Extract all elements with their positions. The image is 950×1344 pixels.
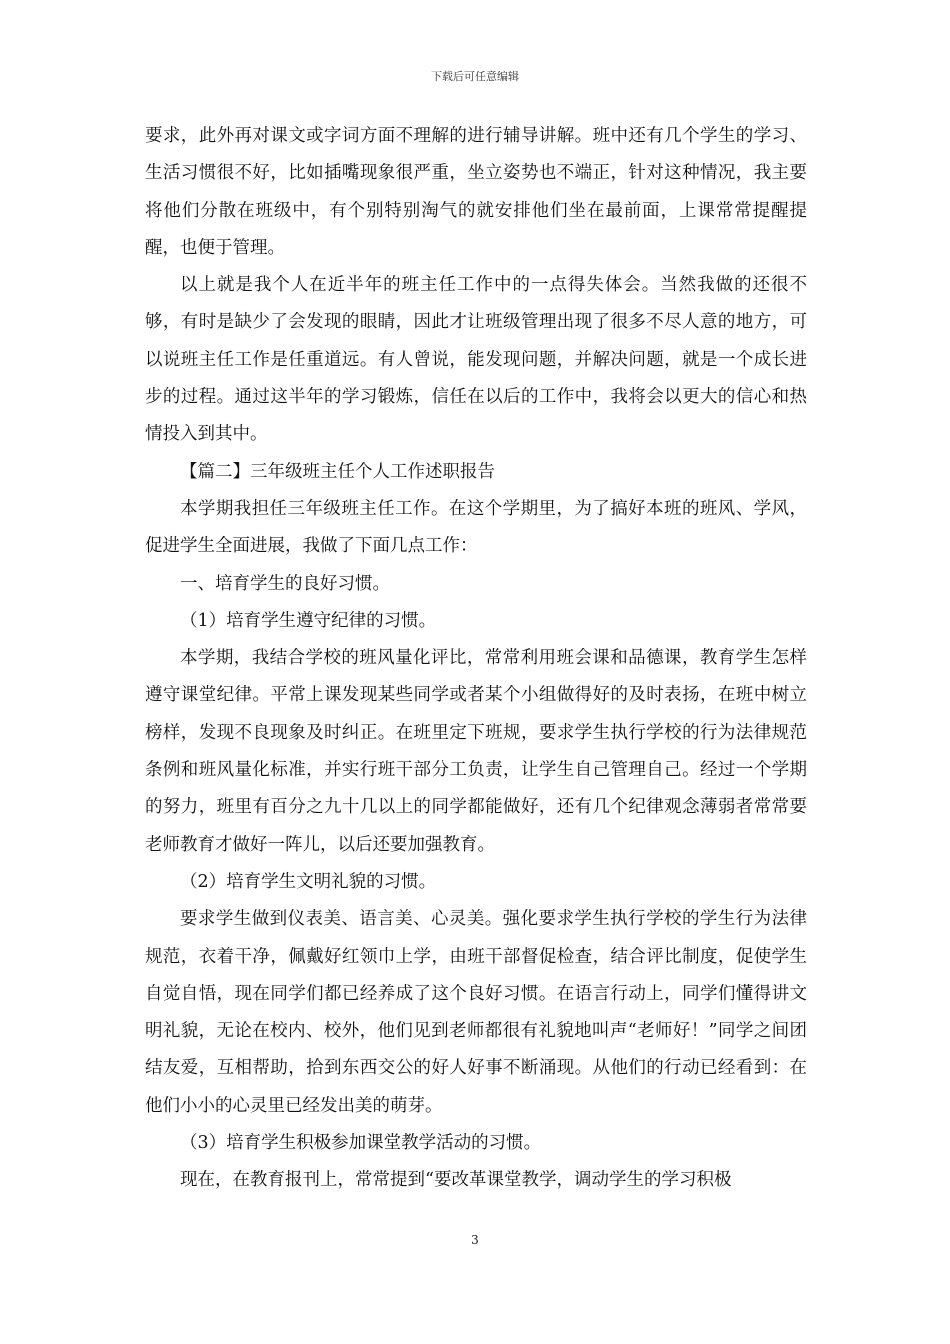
section-heading: 【篇二】三年级班主任个人工作述职报告 [180, 461, 495, 482]
paragraph-discipline: 本学期，我结合学校的班风量化评比，常常利用班会课和品德课，教育学生怎样遵守课堂纪律。平常上课发现某些同学或者某个小组做得好的及时表扬，在班中树立榜样，发现不良现象及时纠正。在班里定下班规，要求学生执行学校的行为法律规范条例和班风量化标准，并实行班干部分工负责，让学生自己管理自己。经过一个学期的努力，班里有百分之九十几以上的同学都能做好，还有几个纪律观念薄弱者常常要老师教育才做好一阵儿，以后还要加强教育。 [145, 648, 807, 855]
subheading-1: （1）培育学生遵守纪律的习惯。 [180, 610, 437, 631]
body-text [145, 118, 807, 1200]
paragraph-summary: 以上就是我个人在近半年的班主任工作中的一点得失体会。当然我做的还很不够，有时是缺少了会发现的眼睛，因此才让班级管理出现了很多不尽人意的地方，可以说班主任工作是任重道远。有人曾说，能发现问题，并解决问题，就是一个成长进步的过程。通过这半年的学习锻炼，信任在以后的工作中，我将会以更大的信心和热情投入到其中。 [145, 275, 807, 445]
paragraph-courtesy: 要求学生做到仪表美、语言美、心灵美。强化要求学生执行学校的学生行为法律规范，衣着干净，佩戴好红领巾上学，由班干部督促检查，结合评比制度，促使学生自觉自悟，现在同学们都已经养成了这个良好习惯。在语言行动上，同学们懂得讲文明礼貌，无论在校内、校外，他们见到老师都很有礼貌地叫声“老师好！”同学之间团结友爱，互相帮助，拾到东西交公的好人好事不断涌现。从他们的行动已经看到：在他们小小的心灵里已经发出美的萌芽。 [145, 909, 807, 1116]
header-note: 下载后可任意编辑 [431, 70, 519, 83]
paragraph-classroom: 现在，在教育报刊上，常常提到“要改革课堂教学，调动学生的学习积极 [180, 1170, 732, 1191]
paragraph-continuation: 要求，此外再对课文或字词方面不理解的进行辅导讲解。班中还有几个学生的学习、生活习惯很不好，比如插嘴现象很严重，坐立姿势也不端正，针对这种情况，我主要将他们分散在班级中，有个别特别淘气的就安排他们坐在最前面，上课常常提醒提醒，也便于管理。 [145, 126, 807, 258]
page-number: 3 [471, 1233, 479, 1247]
subheading-3: （3）培育学生积极参加课堂教学活动的习惯。 [180, 1133, 542, 1154]
paragraph-intro: 本学期我担任三年级班主任工作。在这个学期里，为了搞好本班的班风、学风，促进学生全面进展，我做了下面几点工作： [145, 498, 807, 557]
list-heading-1: 一、培育学生的良好习惯。 [180, 573, 390, 594]
subheading-2: （2）培育学生文明礼貌的习惯。 [180, 871, 437, 892]
